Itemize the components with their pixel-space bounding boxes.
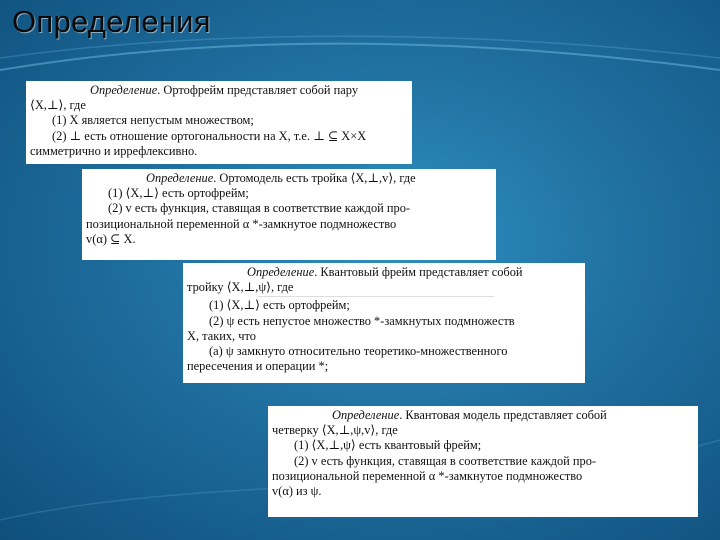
definition-heading — [30, 83, 408, 98]
definition-line: . Ортофрейм представляет собой пару — [157, 83, 359, 97]
definition-line: (2) ψ есть непустое множество *-замкнутых подмножеств — [209, 313, 515, 328]
definition-lead: Определение — [247, 265, 315, 279]
definition-line: пересечения и операции *; — [187, 359, 329, 374]
definition-line: симметрично и иррефлексивно. — [30, 143, 198, 158]
definition-line: (2) ⊥ есть отношение ортогональности на X, т.е. ⊥ ⊆ X×X — [52, 128, 367, 143]
definition-lead: Определение — [332, 408, 400, 422]
definition-line: (1) X является непустым множеством; — [52, 113, 254, 128]
slide-title: Определения — [12, 4, 211, 39]
definition-card-quantum-frame — [183, 263, 585, 383]
definition-line: (a) ψ замкнуто относительно теоретико-множественного — [209, 344, 508, 359]
definition-line: (2) v есть функция, ставящая в соответствие каждой про- — [294, 453, 597, 468]
definition-line: (2) v есть функция, ставящая в соответствие каждой про- — [108, 201, 411, 216]
definition-line: . Квантовый фрейм представляет собой — [314, 265, 523, 279]
definition-line: (1) ⟨X,⊥⟩ есть ортофрейм; — [209, 298, 350, 313]
definition-line: . Квантовая модель представляет собой — [399, 408, 607, 422]
divider — [258, 296, 494, 297]
definition-card-quantum-model — [268, 406, 698, 517]
definition-line: (1) ⟨X,⊥,ψ⟩ есть квантовый фрейм; — [294, 438, 482, 453]
definition-line: четверку ⟨X,⊥,ψ,v⟩, где — [272, 423, 398, 438]
definition-card-orthoframe — [26, 81, 412, 164]
definition-line: X, таких, что — [187, 328, 256, 343]
definition-line: (1) ⟨X,⊥⟩ есть ортофрейм; — [108, 186, 249, 201]
definition-line: v(α) ⊆ X. — [86, 231, 136, 246]
definition-line: позициональной переменной α *-замкнутое подмножество — [272, 468, 583, 483]
definition-line: тройку ⟨X,⊥,ψ⟩, где — [187, 280, 294, 295]
definition-line: ⟨X,⊥⟩, где — [30, 98, 86, 113]
definition-heading — [86, 171, 492, 186]
definition-line: v(α) из ψ. — [272, 484, 322, 499]
definition-lead: Определение — [90, 83, 158, 97]
definition-lead: Определение — [146, 171, 214, 185]
definition-card-orthomodel — [82, 169, 496, 260]
definition-line: позициональной переменной α *-замкнутое подмножество — [86, 216, 397, 231]
definition-heading — [272, 408, 694, 423]
definition-line: . Ортомодель есть тройка ⟨X,⊥,v⟩, где — [213, 171, 416, 185]
definition-heading — [187, 265, 581, 280]
